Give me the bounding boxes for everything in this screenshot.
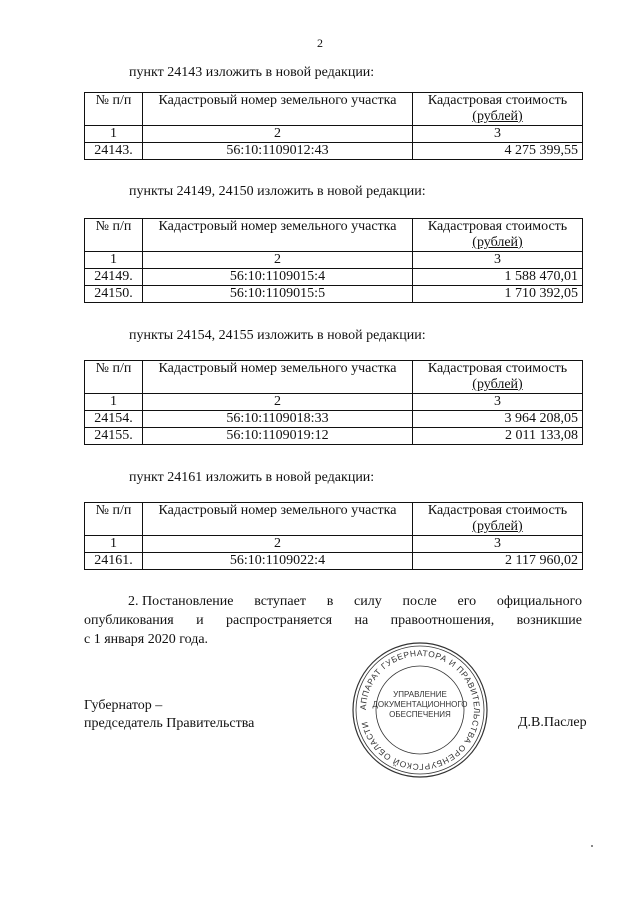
index-cell: 1 xyxy=(85,394,143,411)
header-cost-line1: Кадастровая стоимость xyxy=(427,219,568,234)
word: с 1 января 2020 года. xyxy=(84,632,209,647)
header-number: № п/п xyxy=(85,503,143,536)
stamp-line: УПРАВЛЕНИЕ xyxy=(393,690,447,699)
header-cadastral-number: Кадастровый номер земельного участка xyxy=(143,503,413,536)
header-cost-line1: Кадастровая стоимость xyxy=(427,93,568,108)
table-row xyxy=(85,269,583,286)
section-heading: пункты 24154, 24155 изложить в новой редакции: xyxy=(129,328,426,343)
stamp-inner-text xyxy=(350,690,490,720)
header-number: № п/п xyxy=(85,219,143,252)
word: на xyxy=(354,613,369,628)
header-number: № п/п xyxy=(85,93,143,126)
header-cadastral-number: Кадастровый номер земельного участка xyxy=(143,93,413,126)
stamp-line: ОБЕСПЕЧЕНИЯ xyxy=(389,710,451,719)
row-cadastral: 56:10:1109019:12 xyxy=(143,428,413,445)
row-number: 24161. xyxy=(85,553,143,570)
stamp-line: ДОКУМЕНТАЦИОННОГО xyxy=(372,700,468,709)
page-number: 2 xyxy=(317,36,323,50)
header-cadastral-number: Кадастровый номер земельного участка xyxy=(143,361,413,394)
word: после xyxy=(402,594,437,609)
signer-name: Д.В.Паслер xyxy=(518,715,587,730)
index-cell: 3 xyxy=(413,536,583,553)
row-cost: 1 710 392,05 xyxy=(413,286,583,303)
index-cell: 2 xyxy=(143,394,413,411)
row-cost: 1 588 470,01 xyxy=(413,269,583,286)
official-stamp xyxy=(350,640,490,780)
cadastral-table xyxy=(84,218,583,303)
section-heading: пункты 24149, 24150 изложить в новой редакции: xyxy=(129,184,426,199)
index-cell: 2 xyxy=(143,536,413,553)
index-cell: 3 xyxy=(413,126,583,143)
word: силу xyxy=(354,594,382,609)
header-cost-line2: (рублей) xyxy=(472,235,523,250)
word: распространяется xyxy=(226,613,333,628)
word: правоотношения, xyxy=(390,613,495,628)
index-cell: 2 xyxy=(143,252,413,269)
row-cost: 4 275 399,55 xyxy=(413,143,583,160)
word: 2. Постановление xyxy=(128,594,234,609)
row-cadastral: 56:10:1109018:33 xyxy=(143,411,413,428)
header-cost-line1: Кадастровая стоимость xyxy=(427,361,568,376)
paragraph-line xyxy=(84,611,582,630)
word: и xyxy=(196,613,204,628)
row-cost: 2 117 960,02 xyxy=(413,553,583,570)
table-row xyxy=(85,143,583,160)
header-number: № п/п xyxy=(85,361,143,394)
row-number: 24154. xyxy=(85,411,143,428)
header-cadastral-cost xyxy=(413,361,583,394)
row-cost: 3 964 208,05 xyxy=(413,411,583,428)
svg-text:АППАРАТ ГУБЕРНАТОРА И ПРАВИТЕЛ: АППАРАТ ГУБЕРНАТОРА И ПРАВИТЕЛЬСТВА ОРЕНБУРГСКОЙ ОБЛАСТИ xyxy=(357,647,483,773)
row-number: 24155. xyxy=(85,428,143,445)
index-cell: 2 xyxy=(143,126,413,143)
signer-role-line: председатель Правительства xyxy=(84,716,255,731)
scan-dot xyxy=(591,845,593,847)
paragraph-line xyxy=(84,592,582,611)
index-cell: 3 xyxy=(413,394,583,411)
row-number: 24150. xyxy=(85,286,143,303)
word: официального xyxy=(496,594,582,609)
cadastral-table xyxy=(84,360,583,445)
header-cadastral-number: Кадастровый номер земельного участка xyxy=(143,219,413,252)
effective-date-paragraph xyxy=(84,592,582,649)
signer-role-line: Губернатор – xyxy=(84,698,163,713)
header-cost-line2: (рублей) xyxy=(472,377,523,392)
word: в xyxy=(326,594,334,609)
cadastral-table xyxy=(84,92,583,160)
header-cadastral-cost xyxy=(413,219,583,252)
header-cadastral-cost xyxy=(413,93,583,126)
word: возникшие xyxy=(516,613,582,628)
word: вступает xyxy=(254,594,306,609)
row-number: 24143. xyxy=(85,143,143,160)
index-cell: 1 xyxy=(85,536,143,553)
row-cadastral: 56:10:1109022:4 xyxy=(143,553,413,570)
table-row xyxy=(85,286,583,303)
header-cost-line2: (рублей) xyxy=(472,519,523,534)
signer-role xyxy=(84,697,254,733)
table-row xyxy=(85,428,583,445)
section-heading: пункт 24143 изложить в новой редакции: xyxy=(129,65,375,80)
index-cell: 3 xyxy=(413,252,583,269)
row-number: 24149. xyxy=(85,269,143,286)
row-cadastral: 56:10:1109015:5 xyxy=(143,286,413,303)
index-cell: 1 xyxy=(85,126,143,143)
word: его xyxy=(457,594,477,609)
row-cadastral: 56:10:1109015:4 xyxy=(143,269,413,286)
section-heading: пункт 24161 изложить в новой редакции: xyxy=(129,470,375,485)
header-cost-line1: Кадастровая стоимость xyxy=(427,503,568,518)
index-cell: 1 xyxy=(85,252,143,269)
table-row xyxy=(85,411,583,428)
row-cadastral: 56:10:1109012:43 xyxy=(143,143,413,160)
word: опубликования xyxy=(84,613,174,628)
paragraph-line xyxy=(84,630,582,649)
header-cadastral-cost xyxy=(413,503,583,536)
cadastral-table xyxy=(84,502,583,570)
table-row xyxy=(85,553,583,570)
header-cost-line2: (рублей) xyxy=(472,109,523,124)
row-cost: 2 011 133,08 xyxy=(413,428,583,445)
